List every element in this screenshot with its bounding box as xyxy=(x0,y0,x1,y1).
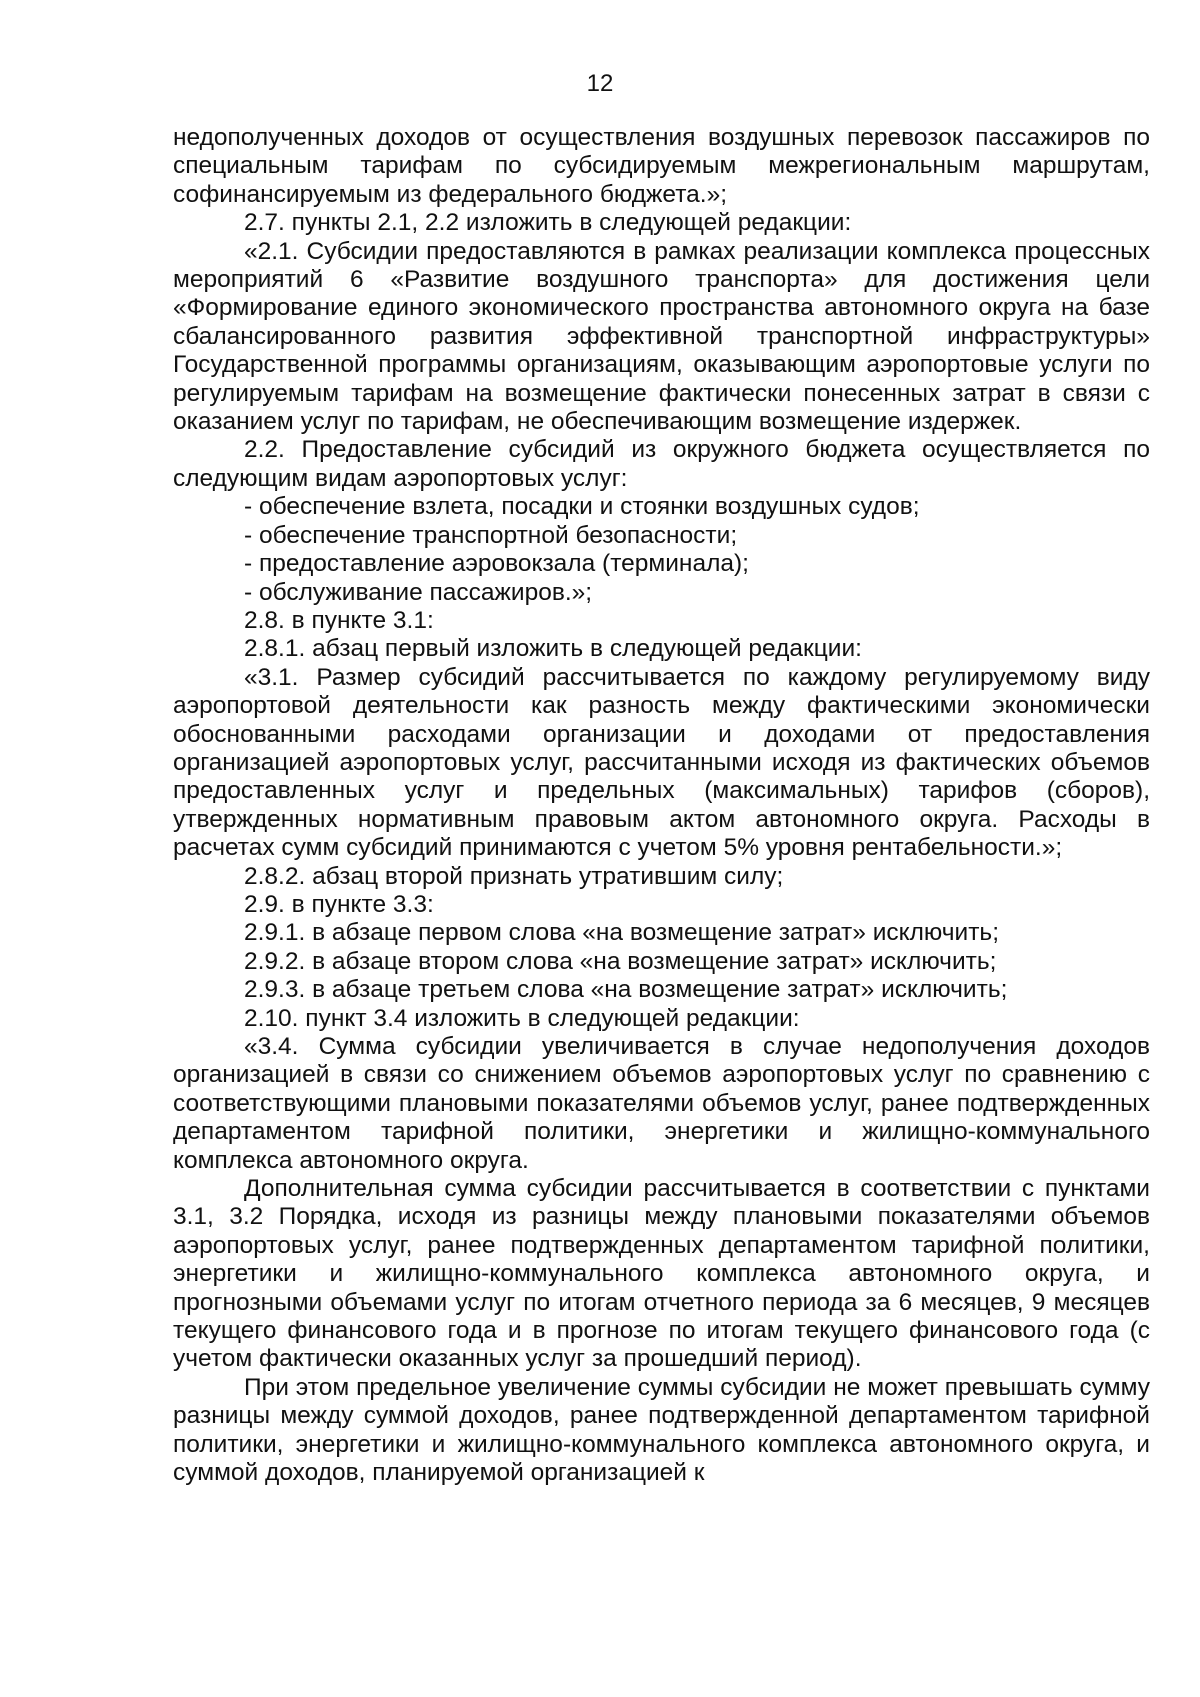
paragraph-2-9-1: 2.9.1. в абзаце первом слова «на возмещение затрат» исключить; xyxy=(244,919,1000,947)
page-number: 12 xyxy=(586,70,614,97)
paragraph-2-1-text: «2.1. Субсидии предоставляются в рамках реализации комплекса процессных мероприятий 6 «Развитие воздушного транспорта» для достижения цели «Формирование единого экономического пространства автономного округа на базе сбалансированного развития эффективной транспортной инфраструктуры» Государственной программы организациям, оказывающим аэропортовые услуги по регулируемым тарифам на возмещение фактически понесенных затрат в связи с оказанием услуг по тарифам, не обеспечивающим возмещение издержек. xyxy=(173,237,1150,436)
list-item: - обеспечение взлета, посадки и стоянки воздушных судов; xyxy=(244,493,920,521)
list-item: - обеспечение транспортной безопасности; xyxy=(244,521,738,549)
paragraph-additional-sum: Дополнительная сумма субсидии рассчитывается в соответствии с пунктами 3.1, 3.2 Порядка, исходя из разницы между плановыми показателями объемов аэропортовых услуг, ранее подтвержденных департаментом тарифной политики, энергетики и жилищно-коммунального комплекса автономного округа, и прогнозными объемами услуг по итогам отчетного периода за 6 месяцев, 9 месяцев текущего финансового года и в прогнозе по итогам текущего финансового года (с учетом фактически оказанных услуг за прошедший период). xyxy=(173,1175,1150,1373)
document-body xyxy=(173,124,1150,1488)
list-item: - обслуживание пассажиров.»; xyxy=(244,578,593,606)
paragraph-2-8-1: 2.8.1. абзац первый изложить в следующей редакции: xyxy=(244,635,862,663)
paragraph-2-10: 2.10. пункт 3.4 изложить в следующей редакции: xyxy=(244,1004,800,1032)
paragraph-continuation: недополученных доходов от осуществления воздушных перевозок пассажиров по специальным тарифам по субсидируемым межрегиональным маршрутам, софинансируемым из федерального бюджета.»; xyxy=(173,124,1150,208)
paragraph-2-8-2: 2.8.2. абзац второй признать утратившим силу; xyxy=(244,862,784,890)
paragraph-2-8: 2.8. в пункте 3.1: xyxy=(244,606,434,634)
list-item: - предоставление аэровокзала (терминала); xyxy=(244,550,749,578)
paragraph-3-1-text: «3.1. Размер субсидий рассчитывается по каждому регулируемому виду аэропортовой деятельности как разность между фактическими экономически обоснованными расходами организации и доходами от предоставления организацией аэропортовых услуг, рассчитанными исходя из фактических объемов предоставленных услуг и предельных (максимальных) тарифов (сборов), утвержденных нормативным правовым актом автономного округа. Расходы в расчетах сумм субсидий принимаются с учетом 5% уровня рентабельности.»; xyxy=(173,663,1150,862)
paragraph-2-9-3: 2.9.3. в абзаце третьем слова «на возмещение затрат» исключить; xyxy=(244,976,1008,1004)
paragraph-2-2-text: 2.2. Предоставление субсидий из окружного бюджета осуществляется по следующим видам аэропортовых услуг: xyxy=(173,436,1150,492)
paragraph-limit: При этом предельное увеличение суммы субсидии не может превышать сумму разницы между суммой доходов, ранее подтвержденной департаментом тарифной политики, энергетики и жилищно-коммунального комплекса автономного округа, и суммой доходов, планируемой организацией к xyxy=(173,1373,1150,1487)
paragraph-2-9-2: 2.9.2. в абзаце втором слова «на возмещение затрат» исключить; xyxy=(244,947,997,975)
paragraph-2-7: 2.7. пункты 2.1, 2.2 изложить в следующей редакции: xyxy=(244,209,852,237)
paragraph-3-4-text: «3.4. Сумма субсидии увеличивается в случае недополучения доходов организацией в связи со снижением объемов аэропортовых услуг по сравнению с соответствующими плановыми показателями объемов услуг, ранее подтвержденных департаментом тарифной политики, энергетики и жилищно-коммунального комплекса автономного округа. xyxy=(173,1033,1150,1174)
paragraph-2-9: 2.9. в пункте 3.3: xyxy=(244,890,434,918)
